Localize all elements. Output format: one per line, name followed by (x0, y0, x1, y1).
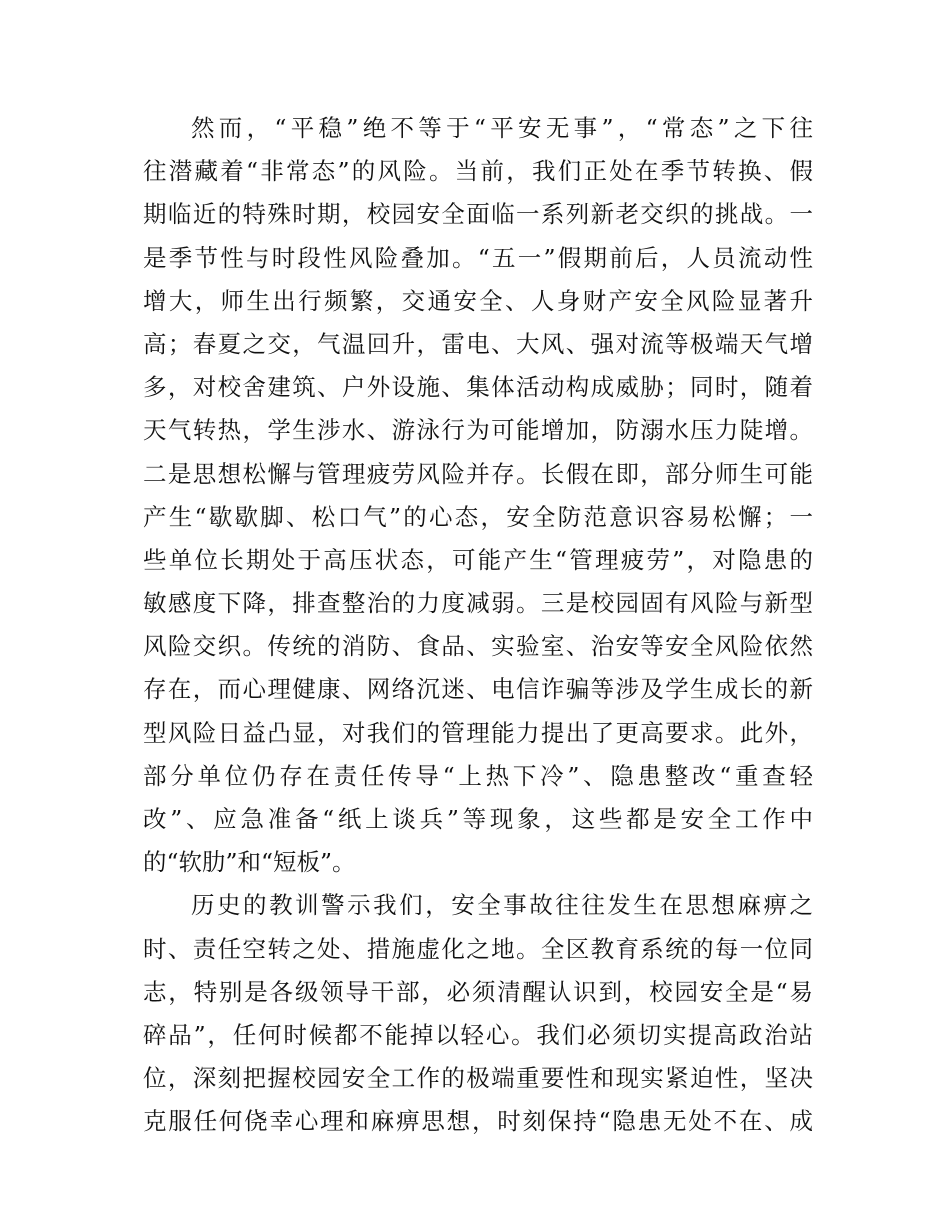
paragraph-1-line-10: 产生“歇歇脚、松口气”的心态，安全防范意识容易松懈；一 (143, 502, 813, 531)
paragraph-2-line-4: 碎品”，任何时候都不能掉以轻心。我们必须切实提高政治站 (143, 1020, 813, 1049)
paragraph-1-line-9: 二是思想松懈与管理疲劳风险并存。长假在即，部分师生可能 (143, 459, 813, 488)
paragraph-1-line-2: 往潜藏着“非常态”的风险。当前，我们正处在季节转换、假 (143, 157, 813, 186)
paragraph-1-line-4: 是季节性与时段性风险叠加。“五一”假期前后，人员流动性 (143, 243, 813, 272)
paragraph-2-line-5: 位，深刻把握校园安全工作的极端重要性和现实紧迫性，坚决 (143, 1064, 813, 1093)
paragraph-1-line-3: 期临近的特殊时期，校园安全面临一系列新老交织的挑战。一 (143, 200, 813, 229)
paragraph-1-line-11: 些单位长期处于高压状态，可能产生“管理疲劳”，对隐患的 (143, 545, 813, 574)
paragraph-1-line-17: 改”、应急准备“纸上谈兵”等现象，这些都是安全工作中 (143, 805, 813, 833)
paragraph-1-line-13: 风险交织。传统的消防、食品、实验室、治安等安全风险依然 (143, 632, 813, 661)
paragraph-1-line-15: 型风险日益凸显，对我们的管理能力提出了更高要求。此外， (143, 718, 813, 747)
paragraph-2-line-3: 志，特别是各级领导干部，必须清醒认识到，校园安全是“易 (143, 977, 813, 1006)
paragraph-1-line-18: 的“软肋”和“短板”。 (143, 848, 356, 877)
paragraph-2-line-1: 历史的教训警示我们，安全事故往往发生在思想麻痹之 (191, 891, 813, 920)
paragraph-1-line-14: 存在，而心理健康、网络沉迷、电信诈骗等涉及学生成长的新 (143, 675, 813, 704)
paragraph-1-line-6: 高；春夏之交，气温回升，雷电、大风、强对流等极端天气增 (143, 329, 813, 358)
paragraph-2-line-2: 时、责任空转之处、措施虚化之地。全区教育系统的每一位同 (143, 934, 813, 963)
body-text (143, 107, 813, 1144)
paragraph-1-line-16: 部分单位仍存在责任传导“上热下冷”、隐患整改“重查轻 (143, 761, 813, 790)
paragraph-1-line-5: 增大，师生出行频繁，交通安全、人身财产安全风险显著升 (143, 286, 813, 315)
paragraph-1-line-8: 天气转热，学生涉水、游泳行为可能增加，防溺水压力陡增。 (143, 416, 813, 445)
paragraph-1-line-7: 多，对校舍建筑、户外设施、集体活动构成威胁；同时，随着 (143, 373, 813, 402)
paragraph-1-line-12: 敏感度下降，排查整治的力度减弱。三是校园固有风险与新型 (143, 589, 813, 618)
paragraph-1-line-1: 然而，“平稳”绝不等于“平安无事”，“常态”之下往 (191, 114, 813, 142)
paragraph-2-line-6: 克服任何侥幸心理和麻痹思想，时刻保持“隐患无处不在、成 (143, 1107, 813, 1136)
